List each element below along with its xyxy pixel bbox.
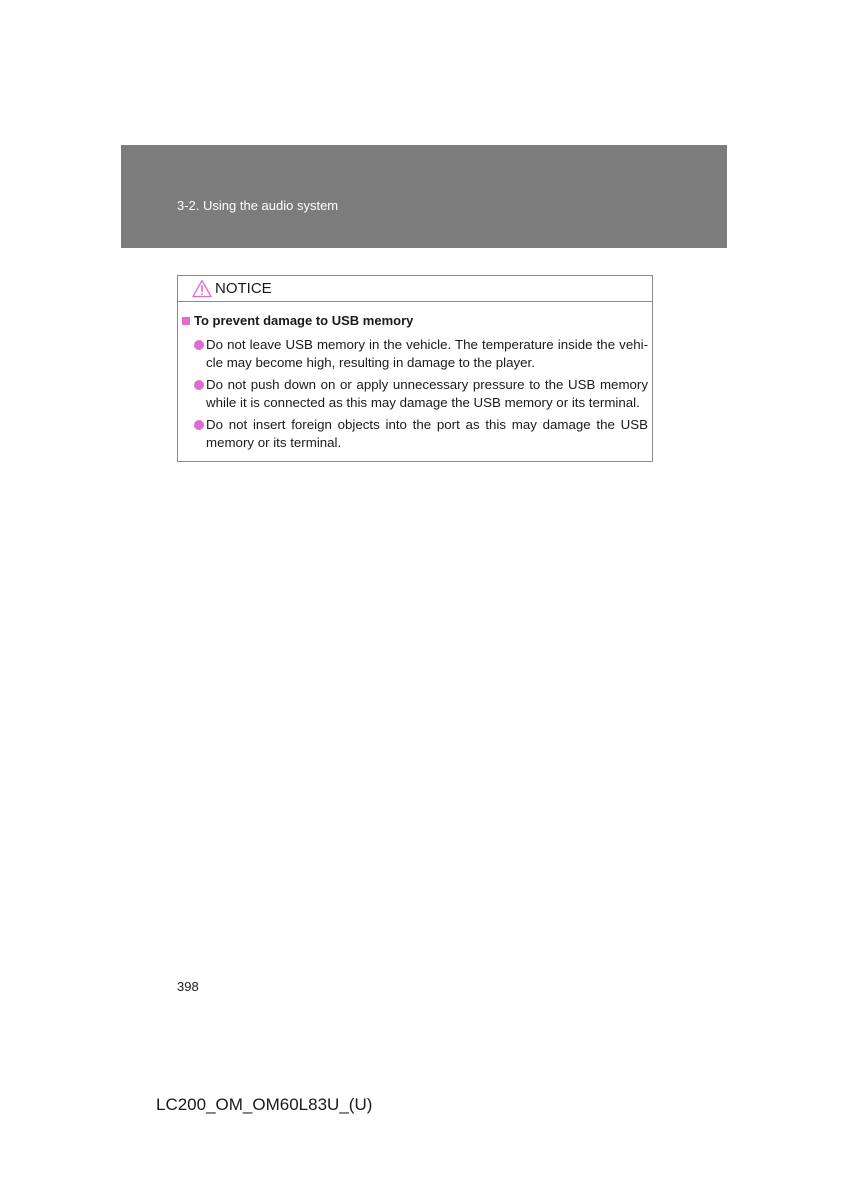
document-code: LC200_OM_OM60L83U_(U): [156, 1095, 373, 1114]
notice-subheading-text: To prevent damage to USB memory: [194, 313, 414, 328]
bullet-dot-icon: [194, 420, 204, 430]
page-number: 398: [177, 979, 199, 994]
notice-item-text: Do not insert foreign objects into the port as this may damage the USB memory or its terminal.: [206, 417, 648, 450]
notice-list-item: [194, 376, 648, 411]
bullet-dot-icon: [194, 340, 204, 350]
notice-list-item: [194, 416, 648, 451]
notice-list-item: [194, 336, 648, 371]
bullet-dot-icon: [194, 380, 204, 390]
section-title: 3-2. Using the audio system: [177, 198, 339, 213]
notice-title: NOTICE: [215, 280, 272, 297]
warning-triangle-icon: [192, 279, 212, 298]
notice-box: [177, 275, 653, 462]
notice-header: [178, 276, 652, 302]
notice-subheading: [182, 313, 413, 328]
square-bullet-icon: [182, 317, 190, 325]
section-header-band: [121, 145, 727, 248]
notice-item-text: Do not leave USB memory in the vehicle. The temperature inside the vehi-cle may become high, resulting in damage to the player.: [206, 337, 648, 370]
notice-item-text: Do not push down on or apply unnecessary pressure to the USB memory while it is connected as this may damage the USB memory or its terminal.: [206, 377, 648, 410]
